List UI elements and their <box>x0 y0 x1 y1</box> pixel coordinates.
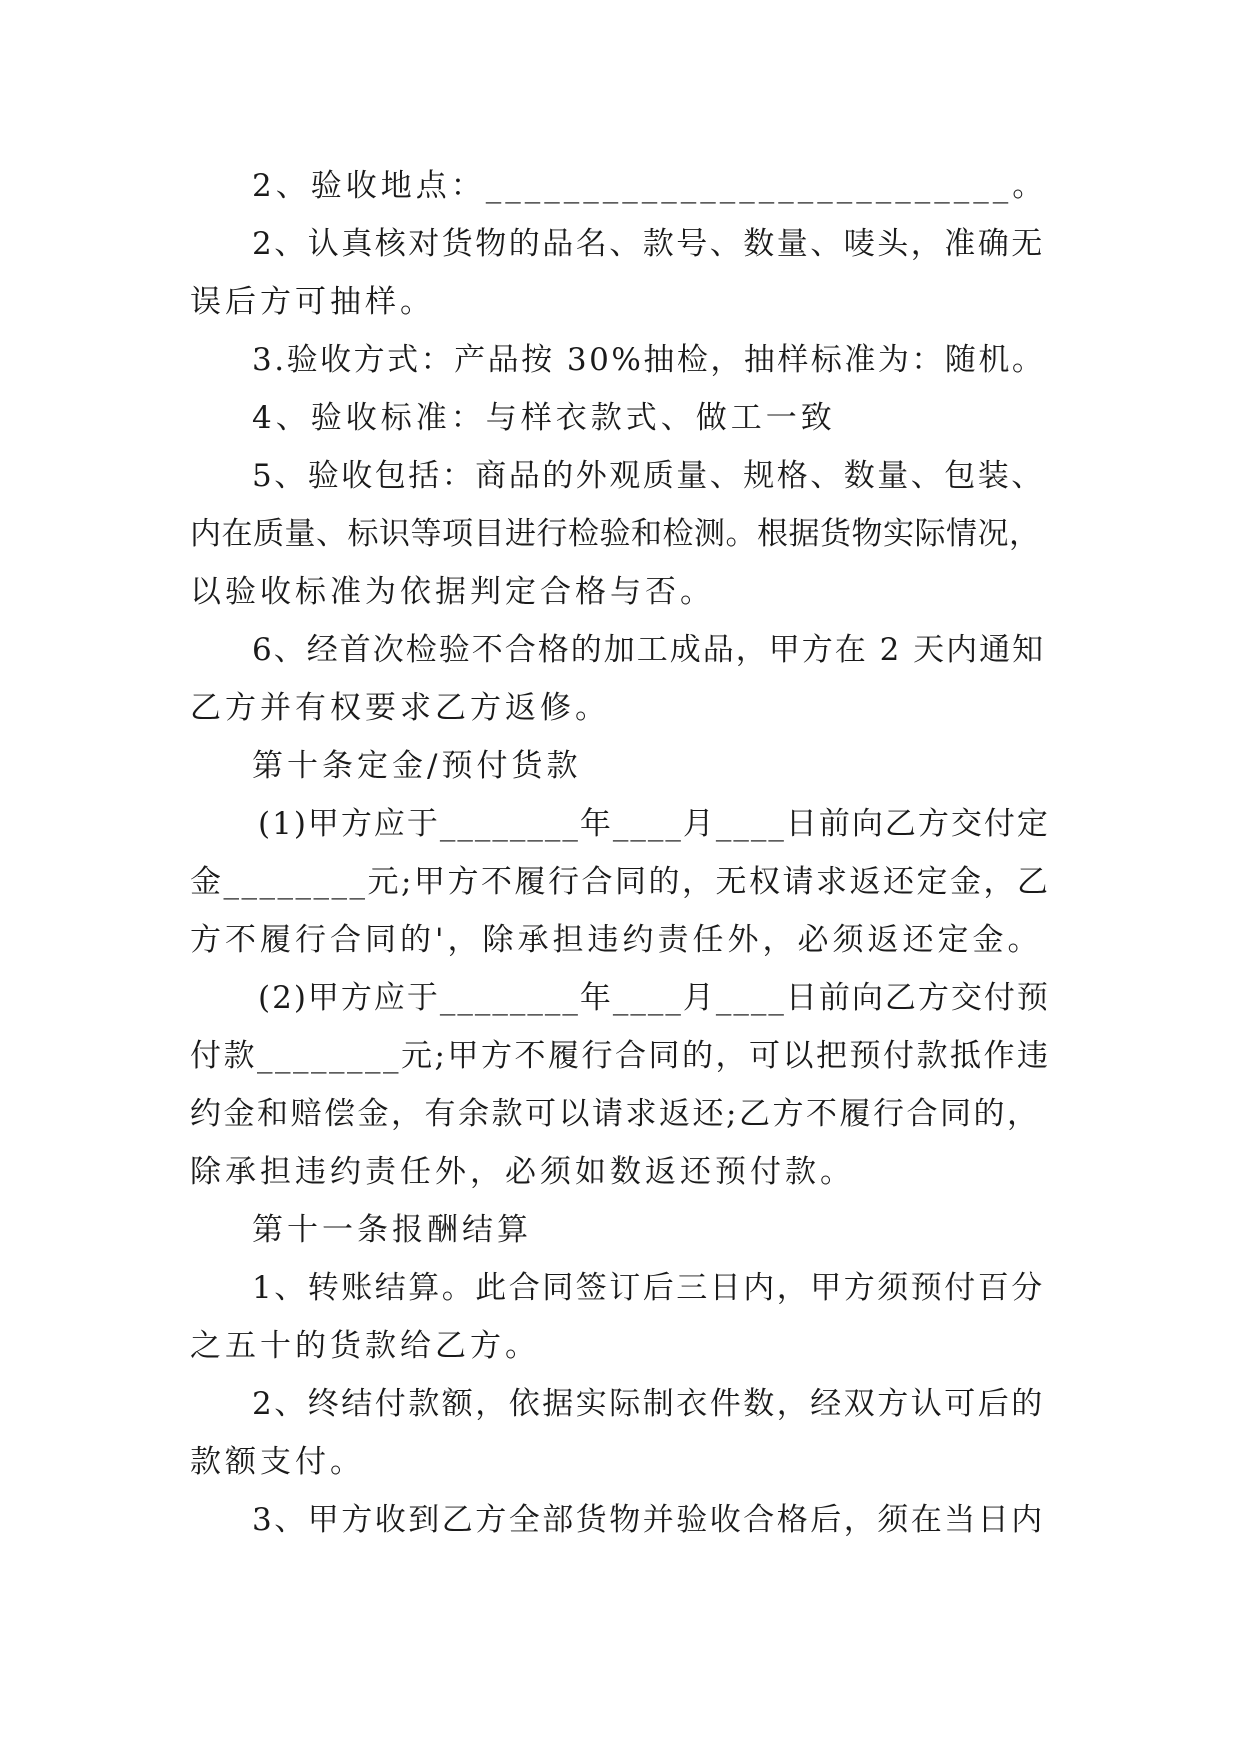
paragraph-line: 之五十的货款给乙方。 <box>190 1328 540 1364</box>
paragraph-line: (1)甲方应于________年____月____日前向乙方交付定 <box>258 806 1050 842</box>
section-heading: 第十条定金/预付货款 <box>252 748 582 784</box>
paragraph-line: 乙方并有权要求乙方返修。 <box>190 690 610 726</box>
paragraph-line: 2、验收地点：___________________________。 <box>252 168 1048 204</box>
paragraph-line: (2)甲方应于________年____月____日前向乙方交付预 <box>258 980 1050 1016</box>
paragraph-line: 金________元;甲方不履行合同的，无权请求返还定金，乙 <box>190 864 1051 900</box>
paragraph-line: 约金和赔偿金，有余款可以请求返还;乙方不履行合同的， <box>190 1096 1041 1132</box>
paragraph-line: 以验收标准为依据判定合格与否。 <box>190 574 715 610</box>
paragraph-line: 方不履行合同的'，除承担违约责任外，必须返还定金。 <box>190 922 1043 958</box>
section-heading: 第十一条报酬结算 <box>252 1212 532 1248</box>
paragraph-line: 内在质量、标识等项目进行检验和检测。根据货物实际情况， <box>190 516 1041 552</box>
paragraph-line: 2、终结付款额，依据实际制衣件数，经双方认可后的 <box>252 1386 1045 1422</box>
paragraph-line: 款额支付。 <box>190 1444 365 1480</box>
paragraph-line: 3、甲方收到乙方全部货物并验收合格后，须在当日内 <box>252 1502 1045 1538</box>
paragraph-line: 1、转账结算。此合同签订后三日内，甲方须预付百分 <box>252 1270 1045 1306</box>
paragraph-line: 误后方可抽样。 <box>190 284 435 320</box>
paragraph-line: 5、验收包括：商品的外观质量、规格、数量、包装、 <box>252 458 1045 494</box>
paragraph-line: 3.验收方式：产品按 30%抽检，抽样标准为：随机。 <box>252 342 1046 378</box>
paragraph-line: 付款________元;甲方不履行合同的，可以把预付款抵作违 <box>190 1038 1051 1074</box>
paragraph-line: 4、验收标准：与样衣款式、做工一致 <box>252 400 836 436</box>
paragraph-line: 除承担违约责任外，必须如数返还预付款。 <box>190 1154 855 1190</box>
paragraph-line: 6、经首次检验不合格的加工成品，甲方在 2 天内通知 <box>252 632 1046 668</box>
paragraph-line: 2、认真核对货物的品名、款号、数量、唛头，准确无 <box>252 226 1045 262</box>
